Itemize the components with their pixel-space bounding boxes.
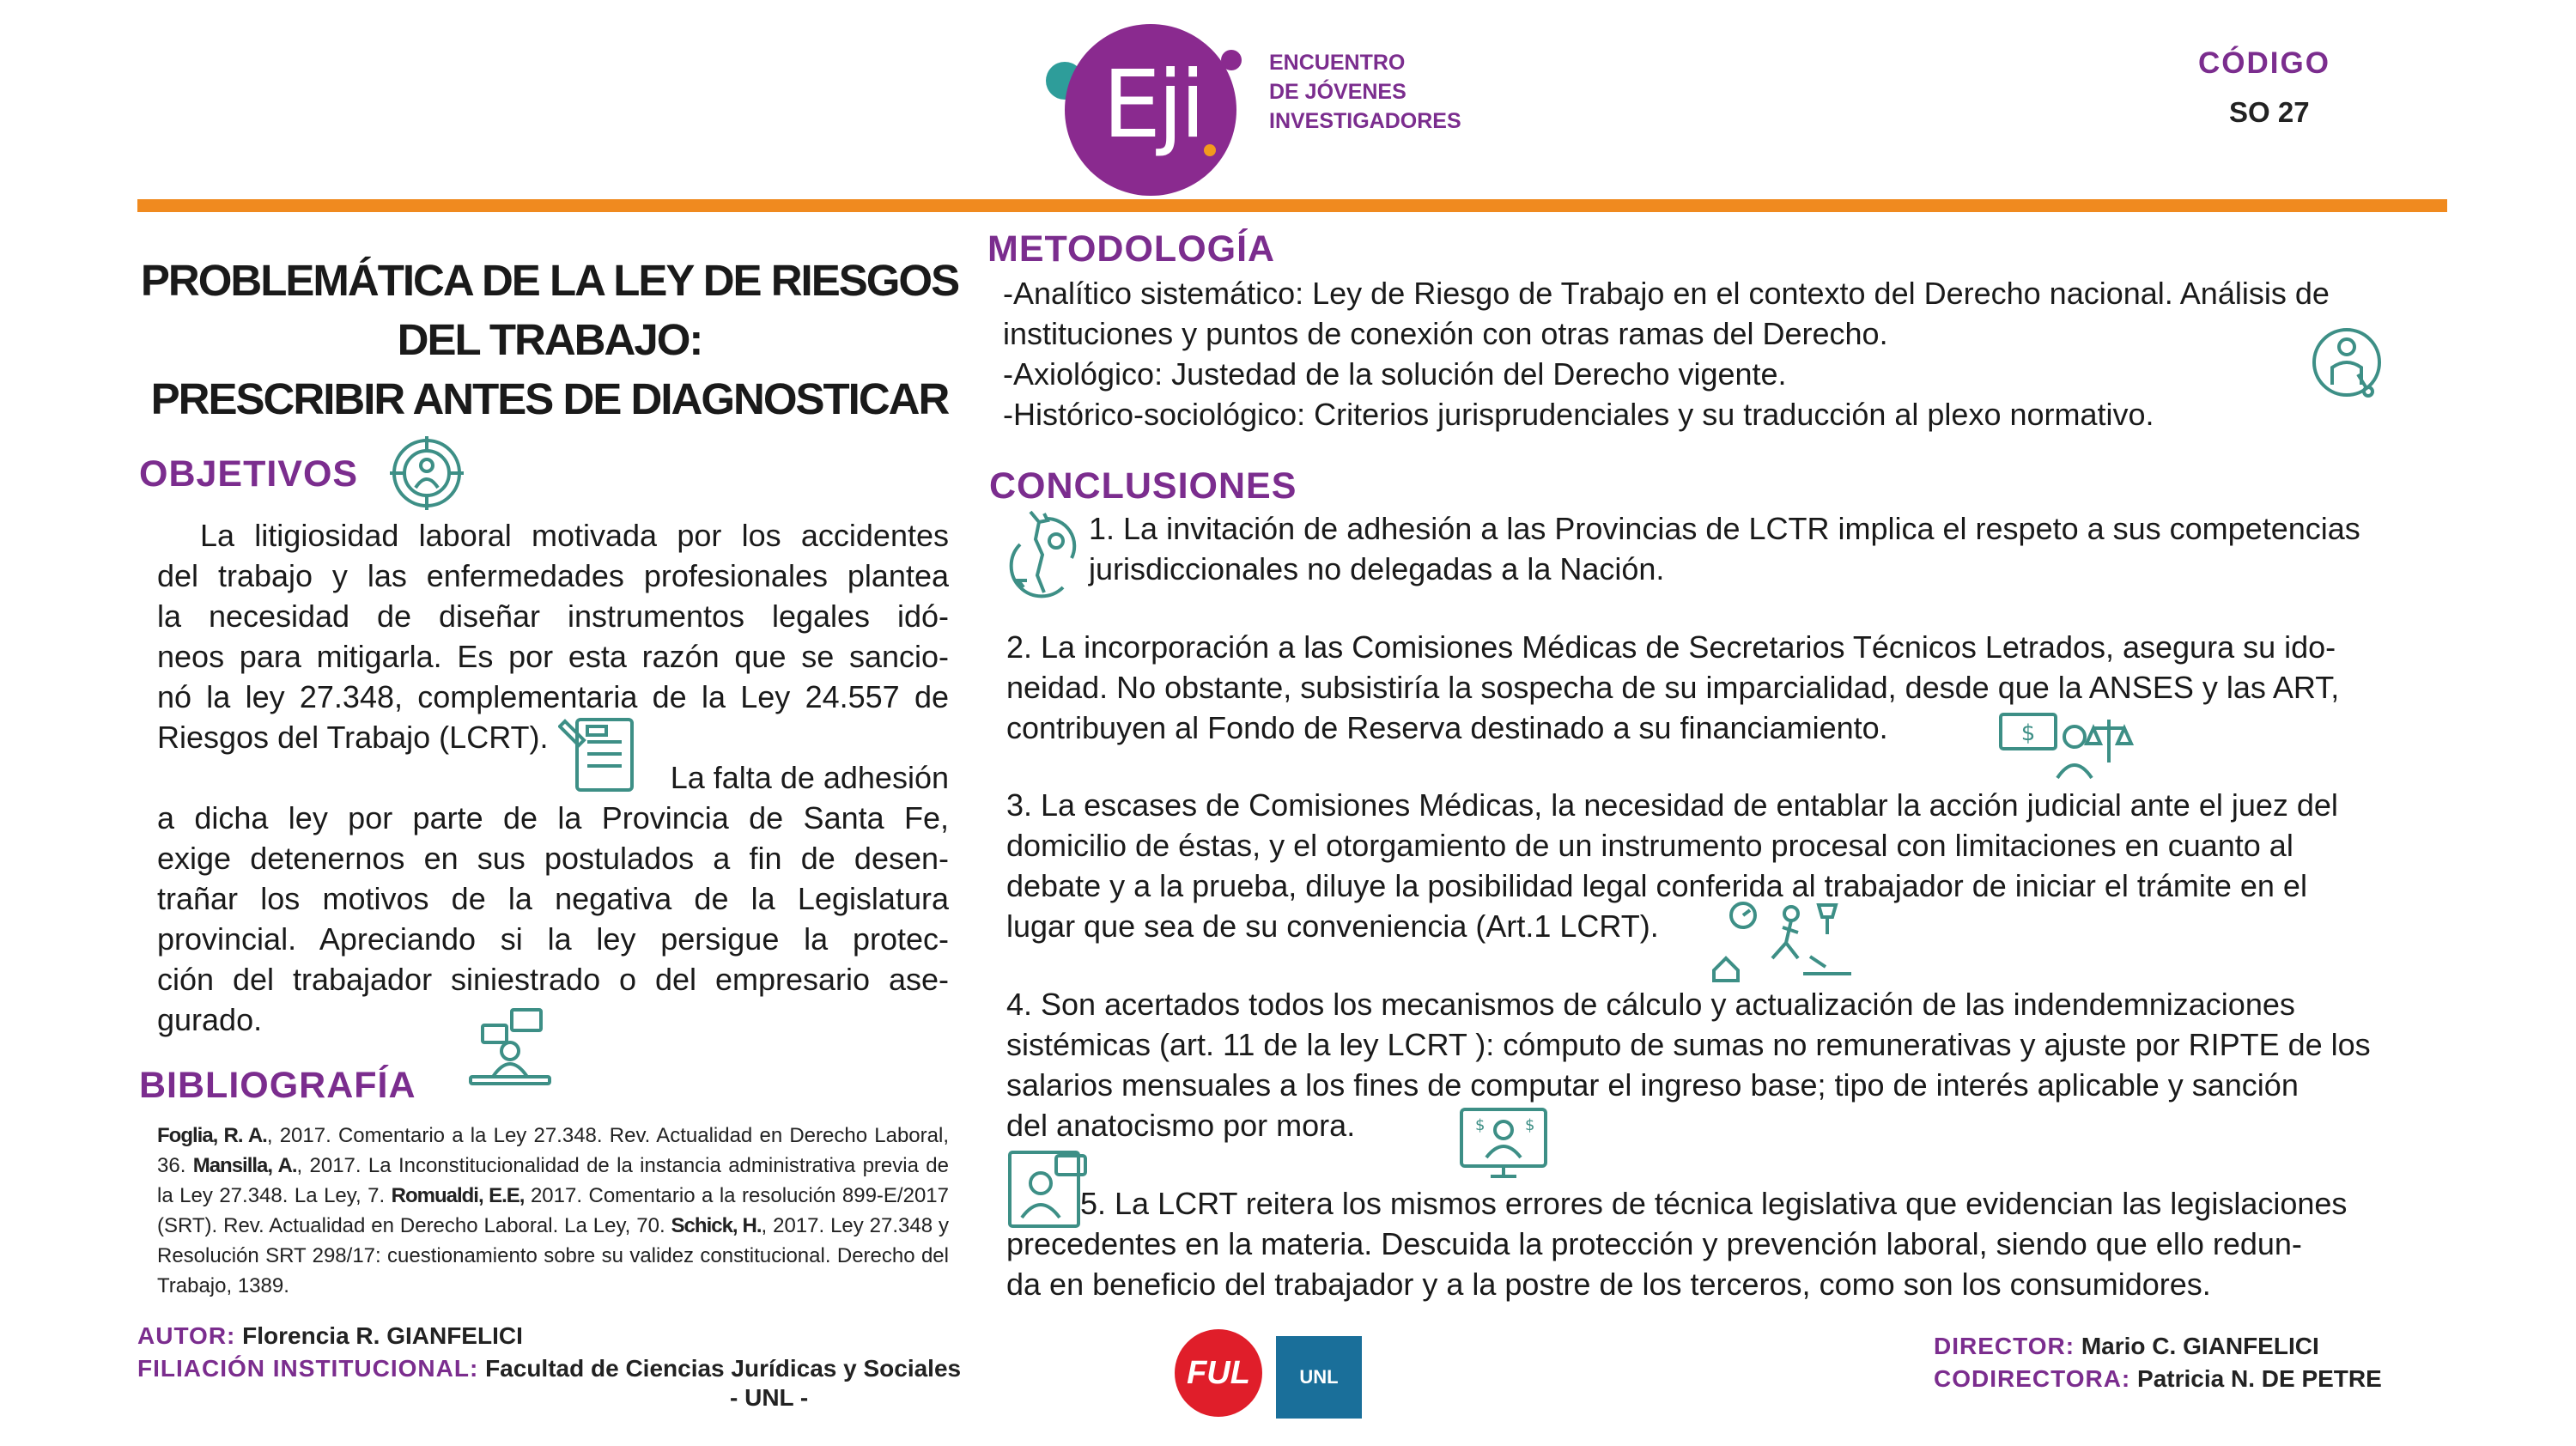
map-argentina-icon bbox=[1005, 507, 1087, 601]
title-line: PROBLEMÁTICA DE LA LEY DE RIESGOS bbox=[140, 256, 959, 305]
event-name bbox=[1269, 48, 1461, 136]
conclusion-line: 1. La invitación de adhesión a las Provincias de LCTR implica el respeto a sus competencias bbox=[1089, 511, 2360, 546]
metodologia-line: -Axiológico: Justedad de la solución del Derecho vigente. bbox=[1003, 356, 1787, 392]
bib-reference: 2017. Comentario a la resolución 899-E/2017 (SRT). Rev. Actualidad en Derecho Laboral. La Ley, 70. bbox=[157, 1184, 949, 1237]
objetivos-line: la necesidad de diseñar instrumentos legales idó- bbox=[157, 598, 949, 634]
bib-author: Schick, H. bbox=[671, 1214, 762, 1237]
law-document-icon bbox=[558, 713, 653, 795]
title-line: DEL TRABAJO: bbox=[397, 315, 702, 364]
filiacion-sub: - UNL - bbox=[730, 1384, 809, 1411]
footer-filiacion bbox=[137, 1355, 961, 1382]
target-worker-icon bbox=[388, 434, 465, 512]
code-value: SO 27 bbox=[2229, 96, 2310, 128]
objetivos-text bbox=[157, 515, 949, 1040]
worker-accident-icon bbox=[1709, 896, 1855, 982]
svg-text:$: $ bbox=[2020, 720, 2036, 746]
objetivos-line: Riesgos del Trabajo (LCRT). bbox=[157, 720, 549, 755]
conclusion-2 bbox=[1006, 627, 2466, 748]
code-label: CÓDIGO bbox=[2198, 46, 2330, 80]
conclusion-line: debate y a la prueba, diluye la posibilidad legal conferida al trabajador de iniciar el trámite en el bbox=[1006, 868, 2307, 903]
svg-text:$: $ bbox=[1525, 1116, 1535, 1134]
conclusion-line: lugar que sea de su conveniencia (Art.1 LCRT). bbox=[1006, 908, 1659, 944]
objetivos-line: gurado. bbox=[157, 1002, 263, 1037]
objetivos-line: provincial. Apreciando si la ley persigue la protec- bbox=[157, 921, 949, 957]
metodologia-text bbox=[1003, 273, 2463, 434]
money-justice-icon bbox=[1997, 702, 2135, 780]
salary-screen-icon bbox=[1456, 1104, 1551, 1187]
conclusion-1 bbox=[1089, 508, 2480, 589]
conclusion-line: precedentes en la materia. Descuida la protección y prevención laboral, siendo que ello redun- bbox=[1006, 1226, 2302, 1261]
codirectora-label: CODIRECTORA: bbox=[1934, 1365, 2131, 1392]
bibliografia-heading: BIBLIOGRAFÍA bbox=[139, 1065, 416, 1106]
objetivos-heading: OBJETIVOS bbox=[139, 453, 359, 495]
conclusion-line: salarios mensuales a los fines de computar el ingreso base; tipo de interés aplicable y sanción bbox=[1006, 1067, 2299, 1103]
conclusion-line: neidad. No obstante, subsistiría la sospecha de su imparcialidad, desde que la ANSES y las ART, bbox=[1006, 670, 2340, 705]
objetivos-line: exige detenernos en sus postulados a fin de desen- bbox=[157, 841, 949, 876]
objetivos-line: trañar los motivos de la negativa de la Legislatura bbox=[157, 881, 949, 916]
bibliografia-text bbox=[157, 1121, 949, 1301]
conclusion-4 bbox=[1006, 984, 2466, 1145]
metodologia-line: instituciones y puntos de conexión con otras ramas del Derecho. bbox=[1003, 316, 1888, 351]
logo-dot-purple bbox=[1221, 50, 1242, 70]
svg-text:$: $ bbox=[1475, 1116, 1485, 1134]
conclusion-line: sistémicas (art. 11 de la ley LCRT ): cómputo de sumas no remunerativas y ajuste por RIPTE de los bbox=[1006, 1027, 2371, 1062]
metodologia-line: -Histórico-sociológico: Criterios jurisprudenciales y su traducción al plexo normativo. bbox=[1003, 397, 2154, 432]
conclusion-line: domicilio de éstas, y el otorgamiento de un instrumento procesal con limitaciones en cuanto al bbox=[1006, 828, 2293, 863]
metodologia-heading: METODOLOGÍA bbox=[987, 228, 1276, 270]
ful-logo: FUL bbox=[1175, 1329, 1262, 1417]
unl-logo: UNL bbox=[1276, 1336, 1362, 1419]
event-line: INVESTIGADORES bbox=[1269, 109, 1461, 133]
objetivos-line: del trabajo y las enfermedades profesionales plantea bbox=[157, 558, 949, 593]
title-line: PRESCRIBIR ANTES DE DIAGNOSTICAR bbox=[150, 374, 949, 423]
director-label: DIRECTOR: bbox=[1934, 1333, 2075, 1359]
objetivos-line: La litigiosidad laboral motivada por los accidentes bbox=[200, 518, 949, 553]
objetivos-line: neos para mitigarla. Es por esta razón que se sancio- bbox=[157, 639, 949, 674]
bib-reference: , 2017. La Inconstitucionalidad de la instancia administrativa previa de la Ley 27.348. La Ley, 7. bbox=[157, 1154, 949, 1207]
event-line: ENCUENTRO bbox=[1269, 51, 1406, 75]
filiacion-label: FILIACIÓN INSTITUCIONAL: bbox=[137, 1355, 479, 1382]
footer-director bbox=[1934, 1333, 2319, 1360]
bib-author: Foglia, R. A. bbox=[157, 1124, 267, 1147]
conclusion-line: 3. La escases de Comisiones Médicas, la necesidad de entablar la acción judicial ante el juez del bbox=[1006, 787, 2338, 823]
conclusion-line: 2. La incorporación a las Comisiones Médicas de Secretarios Técnicos Letrados, asegura su ido- bbox=[1006, 629, 2336, 665]
objetivos-line: a dicha ley por parte de la Provincia de Santa Fe, bbox=[157, 800, 949, 835]
objetivos-line: nó la ley 27.348, complementaria de la Ley 24.557 de bbox=[157, 679, 949, 714]
poster-title bbox=[129, 251, 970, 428]
footer-autor bbox=[137, 1322, 523, 1350]
conclusion-line: del anatocismo por mora. bbox=[1006, 1108, 1356, 1143]
autor-label: AUTOR: bbox=[137, 1322, 236, 1349]
conclusion-line: contribuyen al Fondo de Reserva destinado a su financiamiento. bbox=[1006, 710, 1888, 745]
autor-value: Florencia R. GIANFELICI bbox=[242, 1322, 523, 1349]
footer-codirectora bbox=[1934, 1365, 2382, 1393]
bib-reference: , 2017. Ley 27.348 y Resolución SRT 298/17: cuestionamiento sobre su validez constitucional. Derecho del Trabajo, 1389. bbox=[157, 1214, 949, 1297]
meeting-presentation-icon bbox=[459, 1005, 562, 1087]
bib-author: Romualdi, E.E, bbox=[391, 1184, 525, 1207]
codirectora-value: Patricia N. DE PETRE bbox=[2137, 1365, 2382, 1392]
conclusion-line: da en beneficio del trabajador y a la postre de los terceros, como son los consumidores. bbox=[1006, 1267, 2211, 1302]
objetivos-line: La falta de adhesión bbox=[670, 760, 949, 795]
conclusion-line: 4. Son acertados todos los mecanismos de cálculo y actualización de las indendemnizaciones bbox=[1006, 987, 2295, 1022]
doctor-medical-icon bbox=[2310, 323, 2384, 402]
bib-reference: , 2017. Comentario a la Ley 27.348. Rev. Actualidad en Derecho Laboral, 36. bbox=[157, 1124, 949, 1177]
conclusiones-heading: CONCLUSIONES bbox=[989, 465, 1297, 507]
filiacion-value: Facultad de Ciencias Jurídicas y Sociales bbox=[485, 1355, 962, 1382]
metodologia-line: -Analítico sistemático: Ley de Riesgo de Trabajo en el contexto del Derecho nacional. Análisis de bbox=[1003, 276, 2330, 311]
director-value: Mario C. GIANFELICI bbox=[2081, 1333, 2319, 1359]
bib-author: Mansilla, A. bbox=[192, 1154, 297, 1177]
objetivos-line: ción del trabajador siniestrado o del empresario ase- bbox=[157, 962, 949, 997]
conclusion-line: jurisdiccionales no delegadas a la Nación. bbox=[1089, 551, 1665, 586]
event-line: DE JÓVENES bbox=[1269, 80, 1406, 104]
conclusion-5 bbox=[1006, 1183, 2466, 1304]
conclusion-line: 5. La LCRT reitera los mismos errores de técnica legislativa que evidencian las legislaciones bbox=[1080, 1186, 2348, 1221]
eji-logo-text: Eji bbox=[1102, 52, 1203, 159]
header-divider bbox=[137, 199, 2447, 212]
